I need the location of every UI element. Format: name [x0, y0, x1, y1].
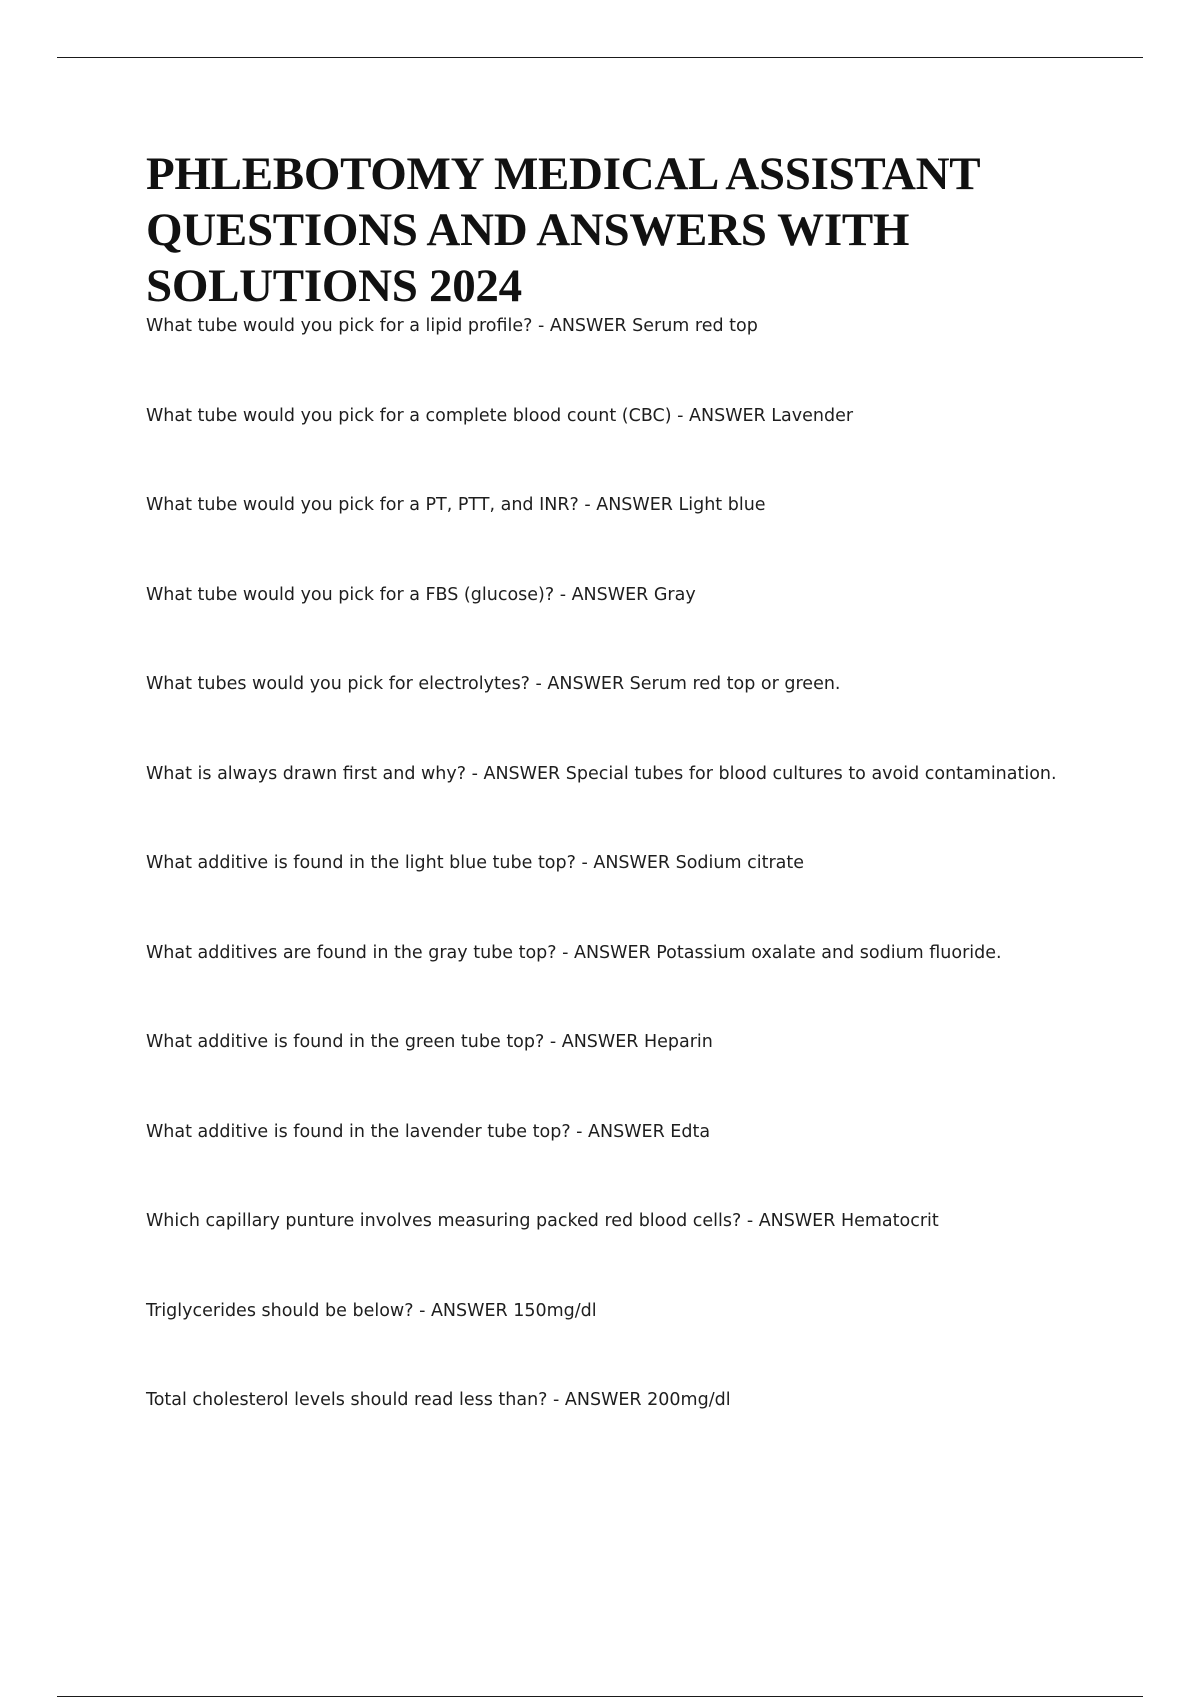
qa-item: Which capillary punture involves measuring packed red blood cells? - ANSWER Hematocrit	[146, 1211, 939, 1231]
bottom-divider	[57, 1696, 1143, 1697]
qa-list	[146, 311, 1146, 1475]
qa-item: Triglycerides should be below? - ANSWER 150mg/dl	[146, 1300, 597, 1321]
qa-item: What tube would you pick for a complete blood count (CBC) - ANSWER Lavender	[146, 405, 854, 426]
qa-item: What is always drawn first and why? - ANSWER Special tubes for blood cultures to avoid contamination.	[146, 763, 1057, 784]
qa-item: What tube would you pick for a PT, PTT, and INR? - ANSWER Light blue	[146, 495, 766, 515]
qa-item: What tube would you pick for a lipid profile? - ANSWER Serum red top	[146, 316, 758, 336]
qa-item: What tubes would you pick for electrolytes? - ANSWER Serum red top or green.	[146, 674, 841, 694]
qa-item: What additive is found in the lavender tube top? - ANSWER Edta	[146, 1121, 711, 1142]
document-title: PHLEBOTOMY MEDICAL ASSISTANT QUESTIONS AND ANSWERS WITH SOLUTIONS 2024	[146, 148, 980, 312]
qa-item: What additives are found in the gray tube top? - ANSWER Potassium oxalate and sodium fluoride.	[146, 942, 1002, 963]
qa-item: Total cholesterol levels should read less than? - ANSWER 200mg/dl	[146, 1390, 731, 1410]
qa-item: What additive is found in the green tube top? - ANSWER Heparin	[146, 1032, 713, 1052]
top-divider	[57, 57, 1143, 58]
qa-item: What additive is found in the light blue tube top? - ANSWER Sodium citrate	[146, 853, 804, 873]
qa-item: What tube would you pick for a FBS (glucose)? - ANSWER Gray	[146, 584, 696, 605]
